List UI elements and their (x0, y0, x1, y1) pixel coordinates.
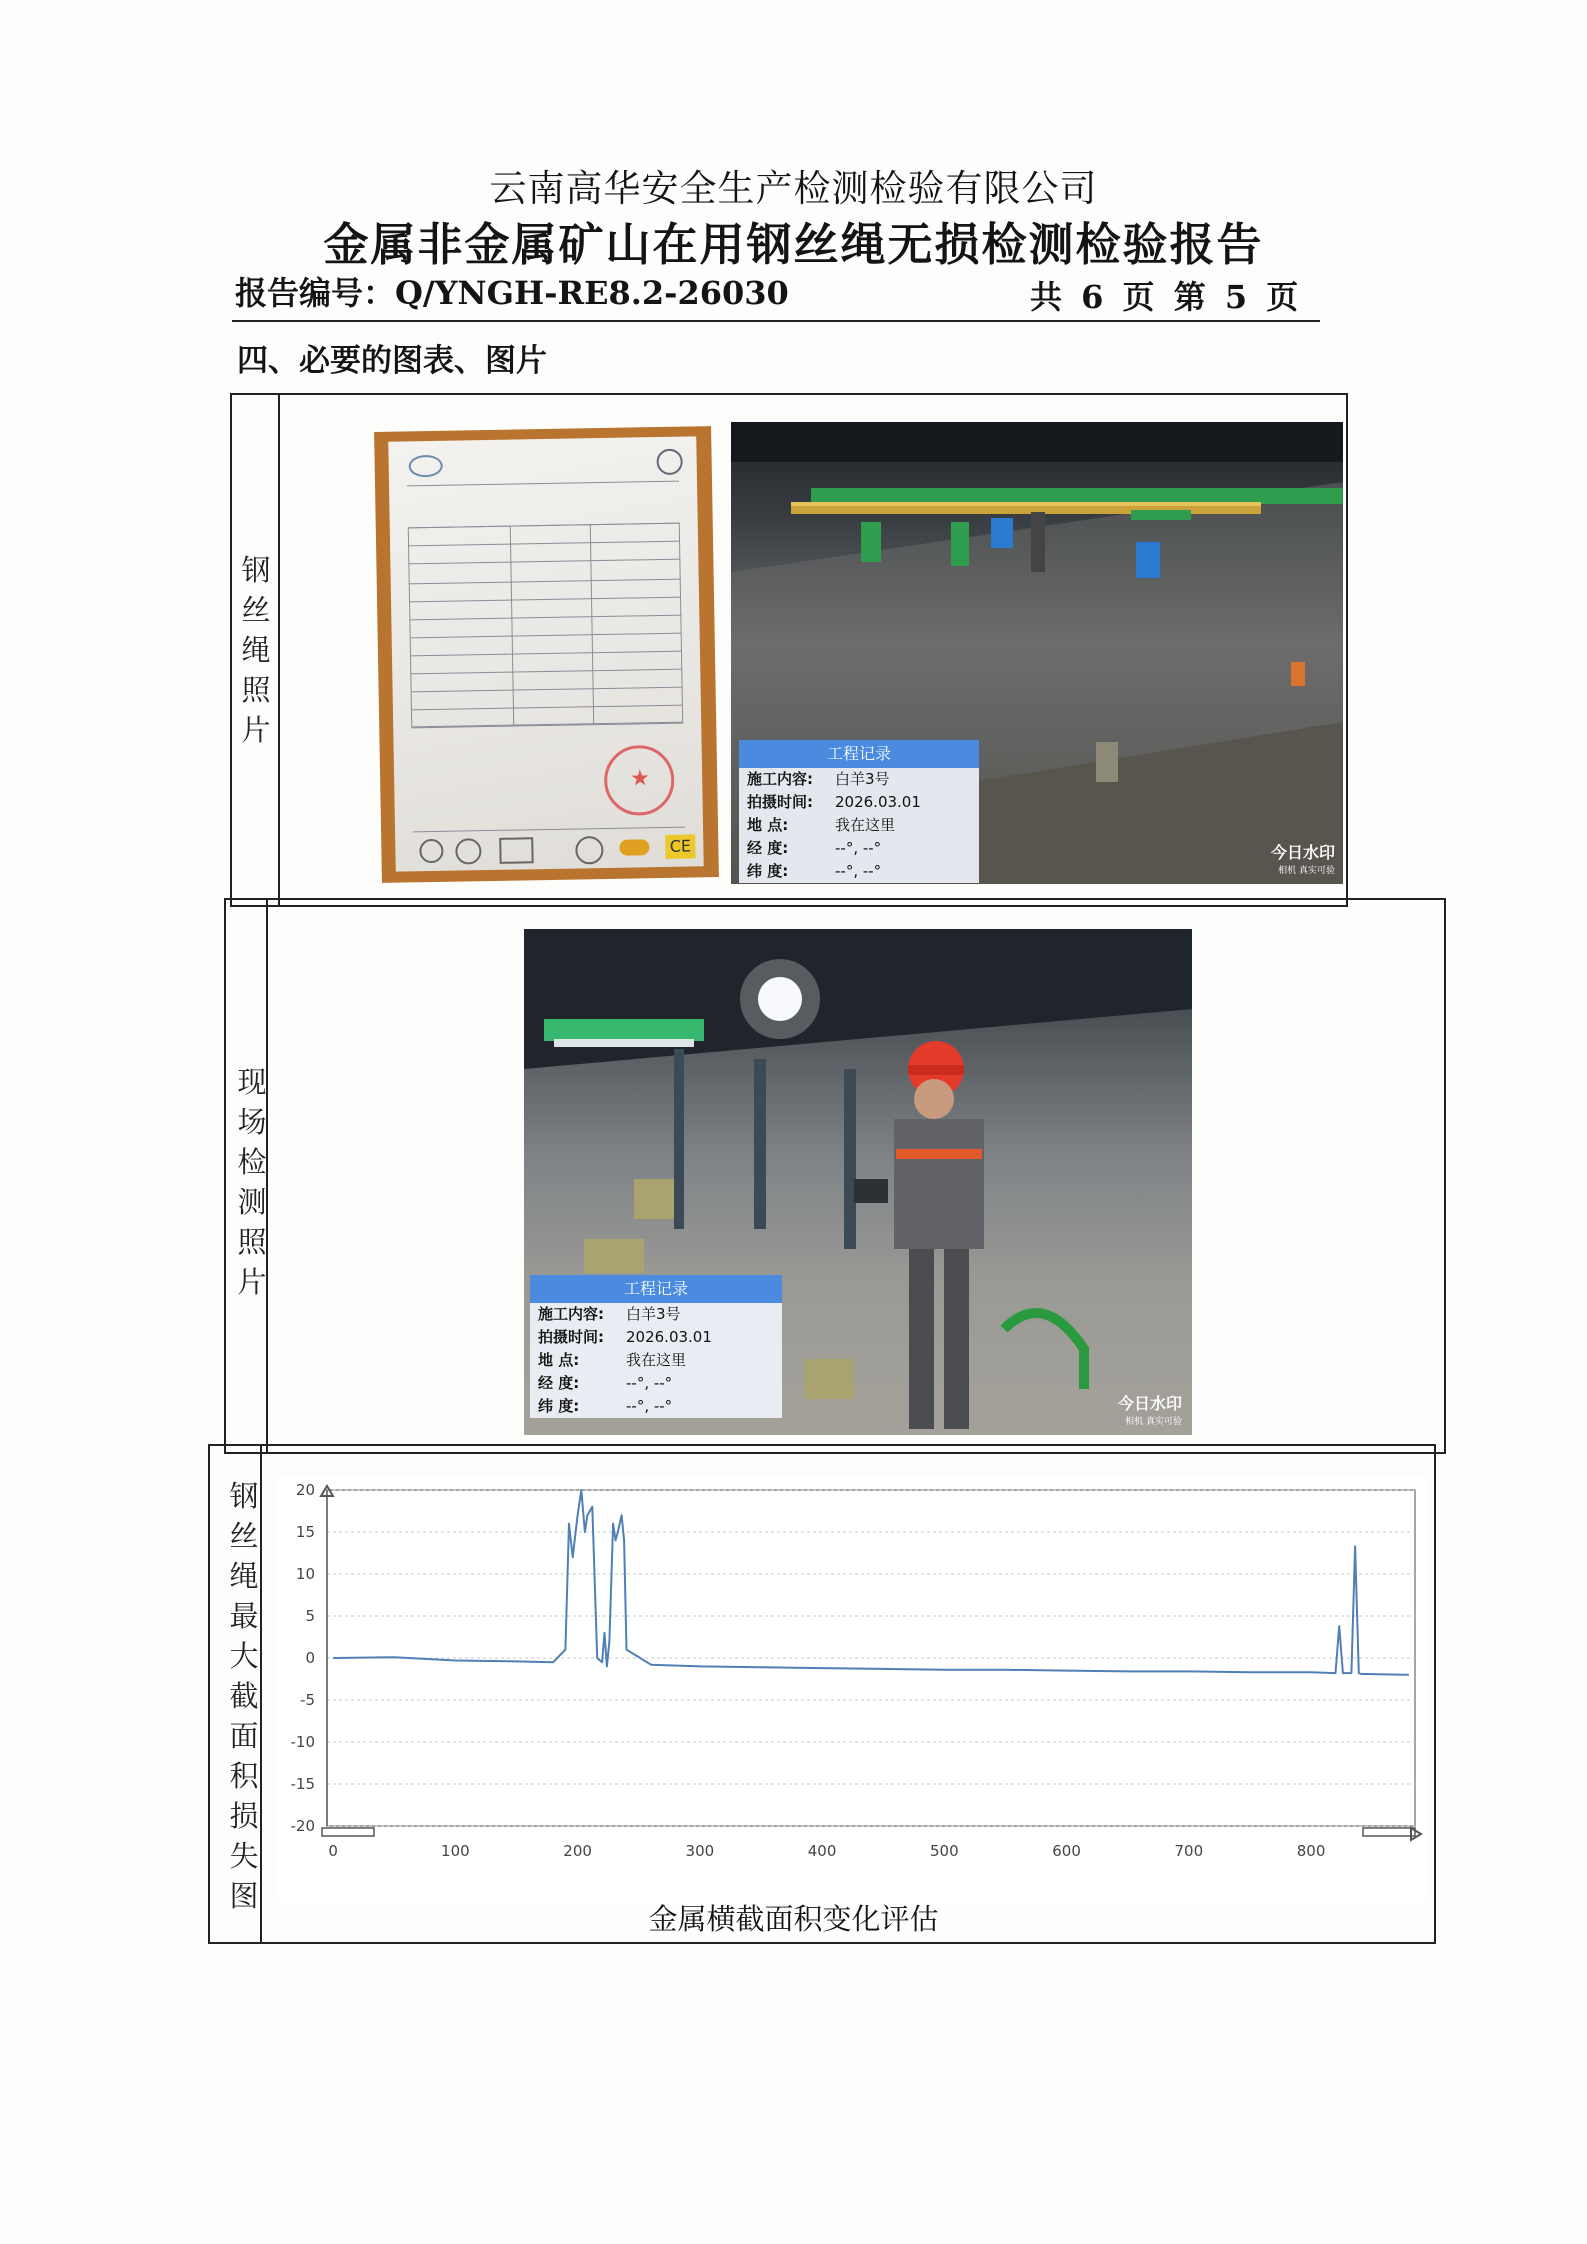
y-tick-label: 20 (295, 1481, 315, 1499)
chart-canvas (275, 1476, 1427, 1902)
photo-watermark-card: 工程记录 施工内容: 白羊3号 拍摄时间: 2026.03.01 地 点: 我在这里 经 度: --°, --° 纬 度: --°, --° (739, 740, 979, 883)
seal-s-icon (656, 449, 682, 475)
x-tick-label: 500 (930, 1842, 959, 1860)
y-tick-label: -15 (290, 1775, 315, 1793)
y-tick-label: 10 (295, 1565, 315, 1583)
report-title: 金属非金属矿山在用钢丝绳无损检测检验报告 (323, 218, 1264, 271)
mine-shaft-photo (731, 422, 1343, 884)
red-stamp-icon: ★ (604, 745, 675, 816)
cross-section-chart (275, 1476, 1427, 1902)
x-tick-label: 100 (441, 1842, 470, 1860)
certificate-photo (374, 426, 719, 883)
x-tick-label: 400 (807, 1842, 837, 1860)
x-tick-label: 800 (1296, 1842, 1326, 1860)
y-tick-label: -20 (290, 1817, 315, 1835)
x-tick-label: 700 (1174, 1842, 1204, 1860)
company-logo-icon (409, 455, 443, 478)
watermark-brand: 今日水印 相机 真实可验 (1270, 843, 1335, 876)
y-tick-label: 15 (295, 1523, 315, 1541)
photo-watermark-card: 工程记录 施工内容: 白羊3号 拍摄时间: 2026.03.01 地 点: 我在这里 经 度: --°, --° 纬 度: --°, --° (530, 1275, 782, 1418)
row-label-max-cross-section-loss: 钢丝绳最大截面积损失图 (229, 1479, 259, 1913)
company-name: 云南高华安全生产检测检验有限公司 (489, 167, 1098, 210)
certification-mark-icon (575, 836, 603, 864)
certification-mark-icon (419, 839, 443, 863)
certificate-document (388, 436, 703, 871)
watermark-title: 工程记录 (739, 740, 979, 768)
dnv-mark-icon (499, 837, 533, 864)
page-count: 共 6 页 第 5 页 (1030, 278, 1299, 316)
gold-badge-icon (619, 839, 649, 856)
ce-mark-icon: CE (665, 834, 695, 859)
report-number: 报告编号：Q/YNGH-RE8.2-26030 (235, 274, 789, 312)
row-label-wire-rope-photos: 钢丝绳照片 (241, 553, 271, 747)
x-tick-label: 300 (685, 1842, 715, 1860)
row-label-site-inspection-photos: 现场检测照片 (237, 1065, 267, 1299)
certificate-table (408, 523, 683, 728)
y-tick-label: 5 (305, 1607, 315, 1625)
y-tick-label: -10 (290, 1733, 315, 1751)
x-tick-label: 0 (328, 1842, 338, 1860)
watermark-title: 工程记录 (530, 1275, 782, 1303)
chart-caption: 金属横截面积变化评估 (648, 1902, 939, 1936)
inspector-photo (524, 929, 1192, 1435)
y-tick-label: -5 (300, 1691, 315, 1709)
x-tick-label: 600 (1052, 1842, 1081, 1860)
certification-mark-icon (455, 838, 481, 864)
section-title: 四、必要的图表、图片 (237, 343, 547, 379)
row-divider (278, 395, 280, 905)
header-divider (232, 320, 1320, 322)
y-tick-label: 0 (305, 1649, 315, 1667)
watermark-brand: 今日水印 相机 真实可验 (1117, 1394, 1182, 1427)
x-tick-label: 200 (563, 1842, 592, 1860)
